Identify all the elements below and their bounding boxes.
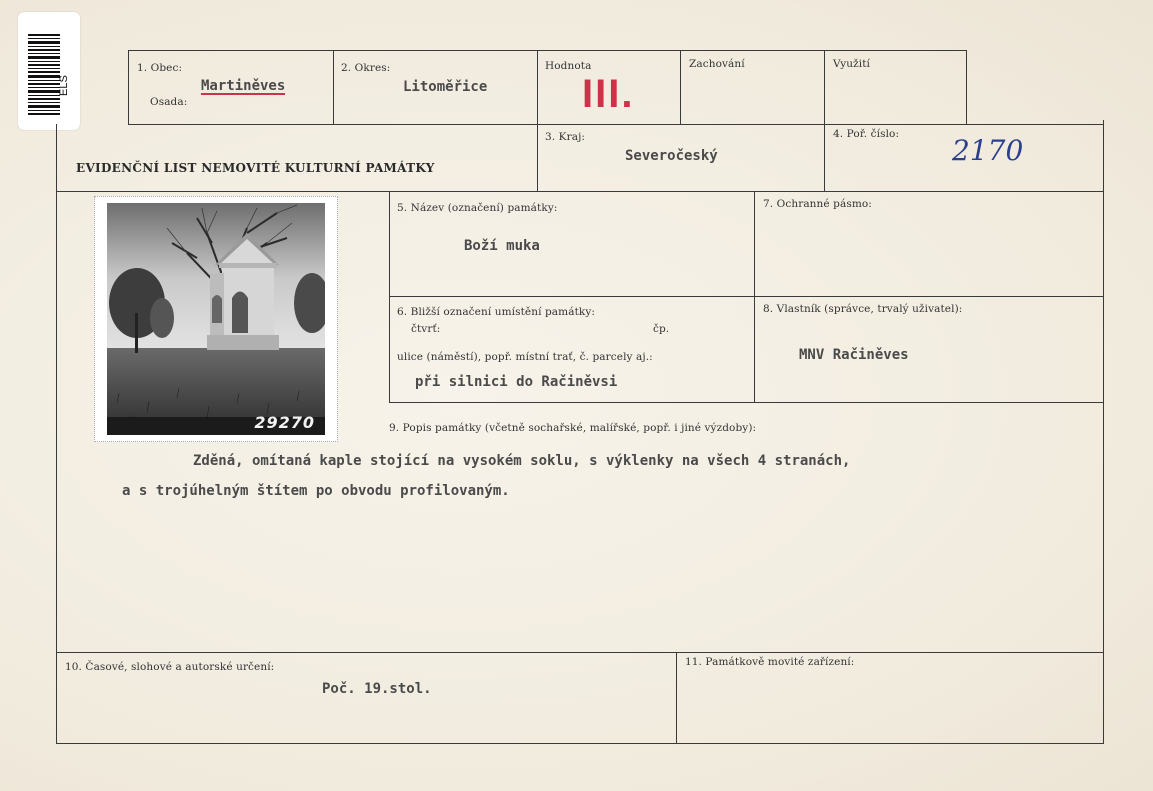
nazev-value: Boží muka (464, 238, 540, 254)
okres-label: 2. Okres: (341, 62, 391, 74)
nazev-label: 5. Název (označení) památky: (397, 202, 558, 214)
obec-value: Martiněves (201, 78, 286, 94)
casove-value: Poč. 19.stol. (322, 681, 432, 697)
popis-label: 9. Popis památky (včetně sochařské, malířské, popř. i jiné výzdoby): (389, 422, 757, 434)
kraj-label: 3. Kraj: (545, 131, 586, 143)
popis-line-1: Zděná, omítaná kaple stojící na vysokém soklu, s výklenky na všech 4 stranách, (193, 453, 851, 469)
cp-label: čp. (653, 323, 670, 335)
okres-value: Litoměřice (403, 79, 488, 95)
zachovani-label: Zachování (689, 58, 745, 70)
casove-label: 10. Časové, slohové a autorské určení: (65, 661, 275, 673)
sticker-code: ELS (58, 75, 70, 96)
form-title: EVIDENČNÍ LIST NEMOVITÉ KULTURNÍ PAMÁTKY (76, 161, 435, 175)
ochranne-label: 7. Ochranné pásmo: (763, 198, 872, 210)
obec-label: 1. Obec: (137, 62, 183, 74)
barcode-icon (28, 34, 60, 116)
vyuziti-label: Využití (833, 58, 871, 70)
popis-line-2: a s trojúhelným štítem po obvodu profilovaným. (122, 483, 510, 499)
ctvrt-label: čtvrť: (411, 323, 441, 335)
osada-label: Osada: (150, 96, 188, 108)
vlastnik-value: MNV Račiněves (799, 347, 909, 363)
monument-photo (107, 203, 325, 435)
movite-label: 11. Památkově movité zařízení: (685, 656, 855, 668)
barcode-sticker (18, 12, 80, 130)
vlastnik-label: 8. Vlastník (správce, trvalý uživatel): (763, 303, 963, 315)
hodnota-value: III. (582, 72, 635, 116)
umisteni-label: 6. Bližší označení umístění památky: (397, 306, 596, 318)
chapel-image-icon (107, 203, 325, 435)
por-cislo-value: 2170 (952, 134, 1024, 167)
umisteni-value: při silnici do Račiněvsi (415, 374, 618, 390)
kraj-value: Severočeský (625, 148, 718, 164)
por-cislo-label: 4. Poř. číslo: (833, 128, 900, 140)
ulice-label: ulice (náměstí), popř. místní trať, č. parcely aj.: (397, 351, 653, 363)
monument-photo-frame (94, 196, 338, 442)
photo-number: 29270 (254, 413, 315, 432)
hodnota-label: Hodnota (545, 60, 592, 72)
